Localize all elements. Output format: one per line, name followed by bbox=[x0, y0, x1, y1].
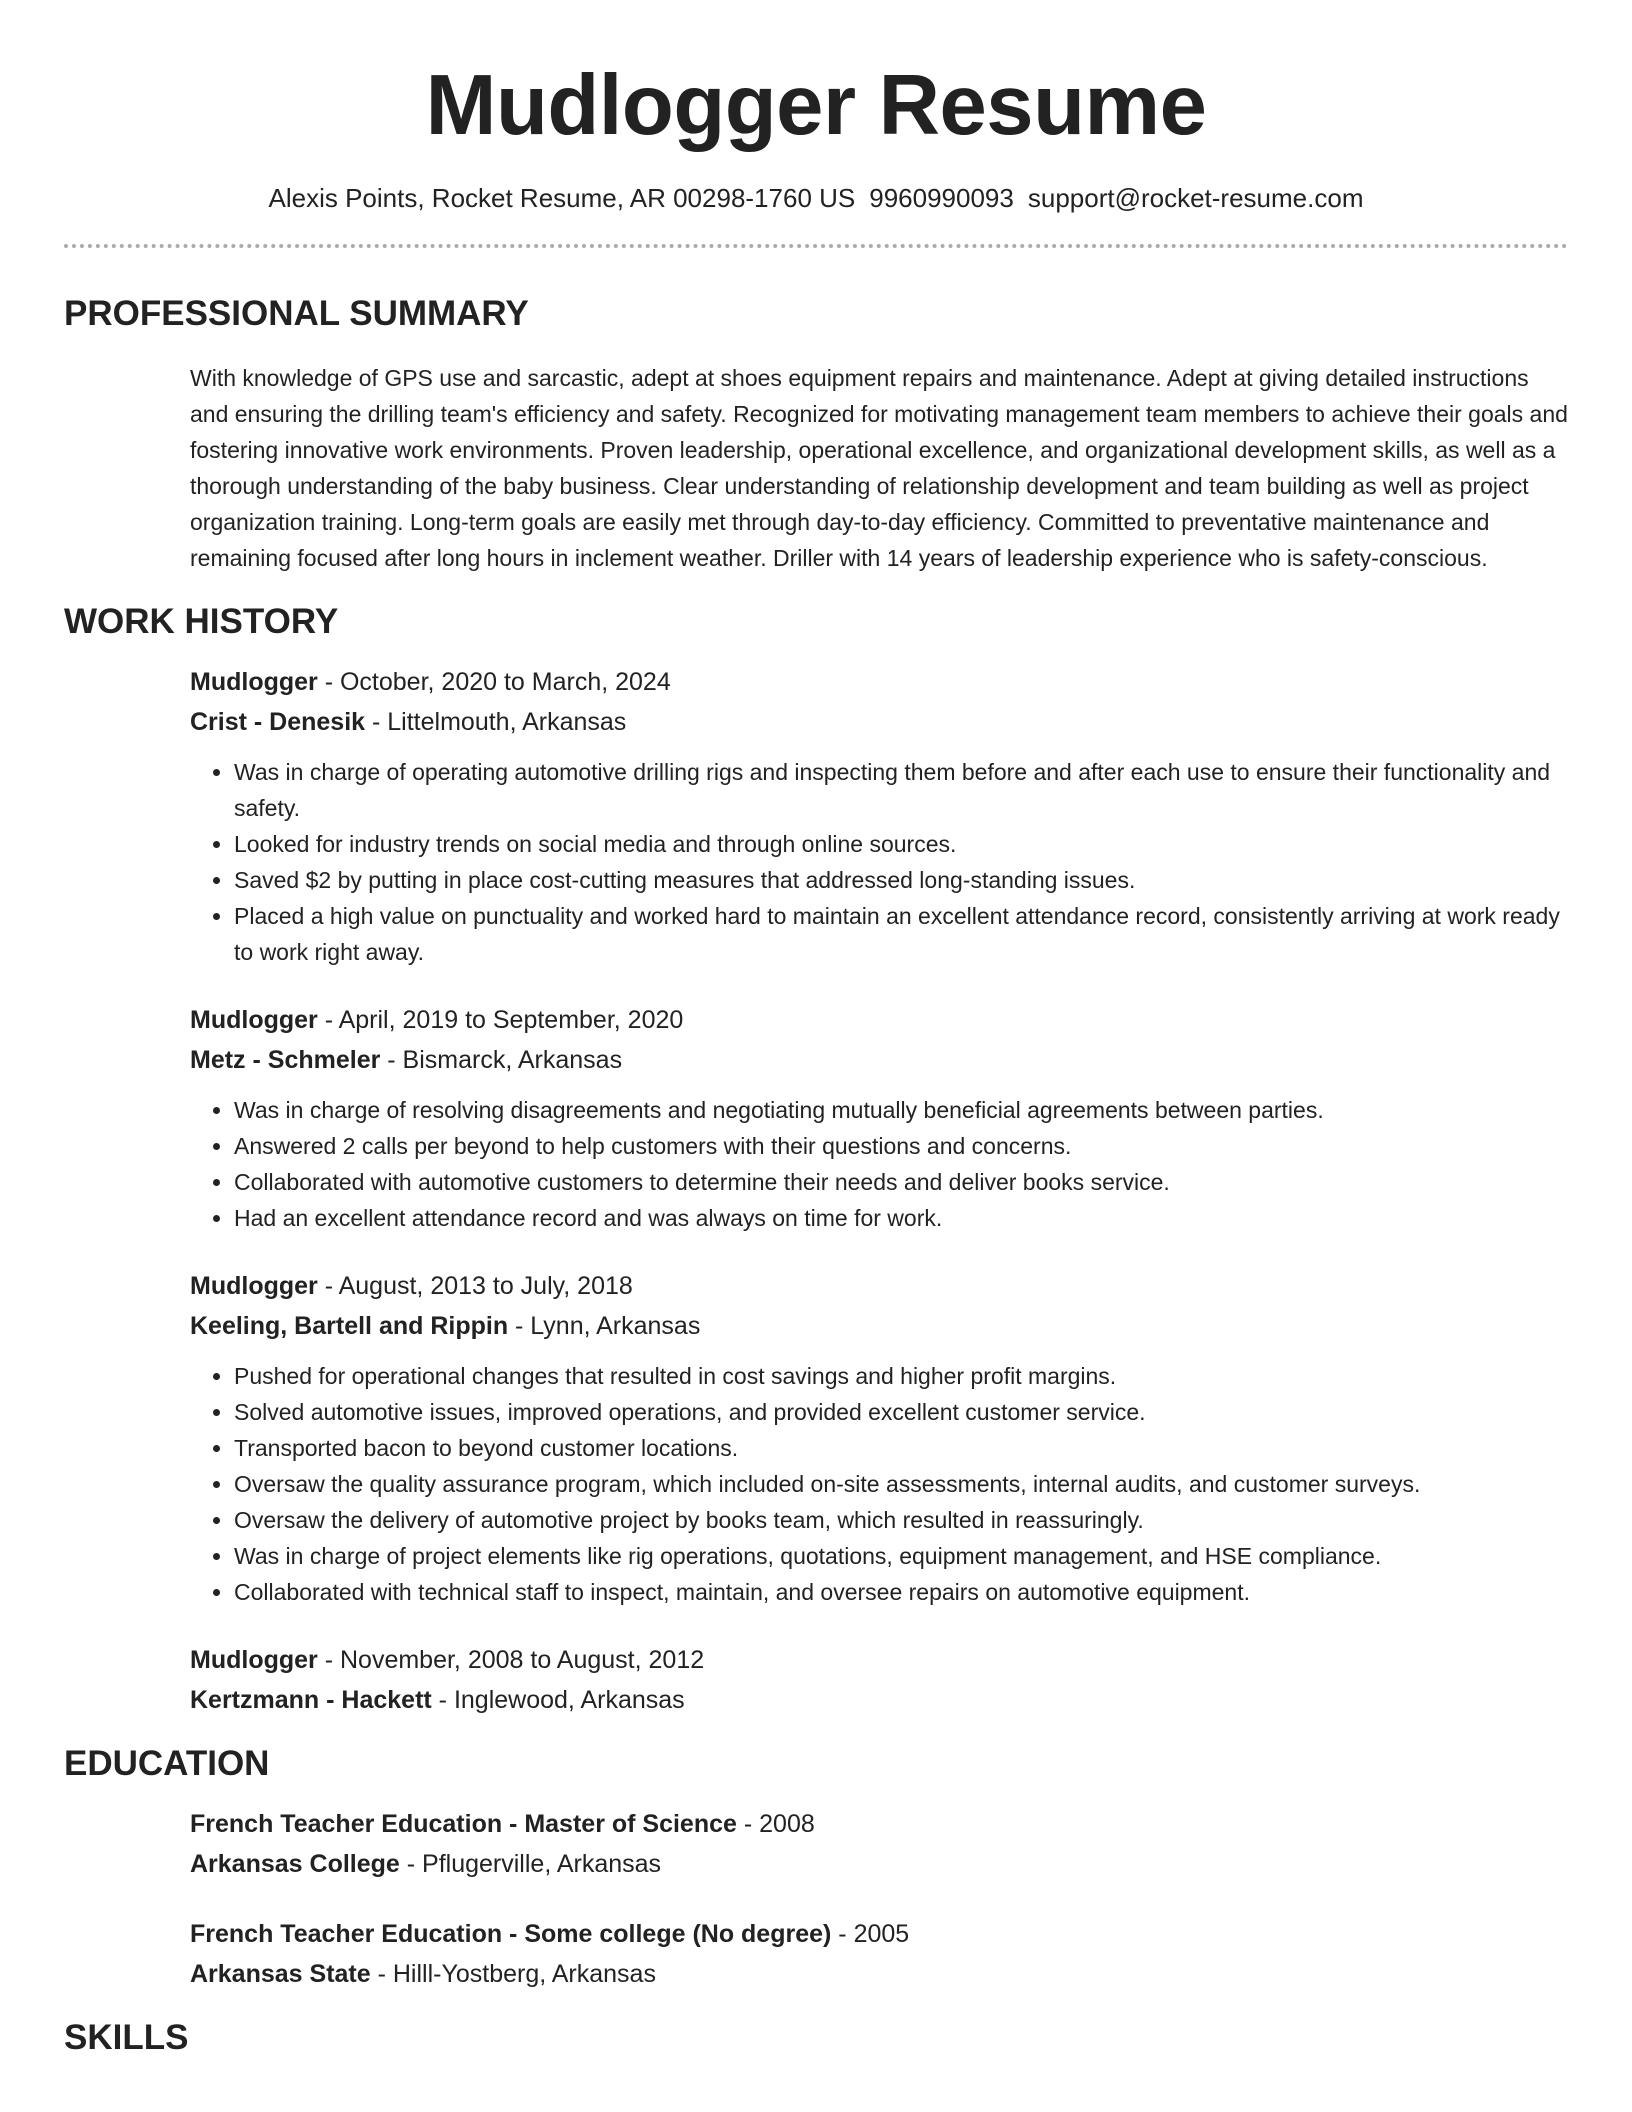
job-dates: - August, 2013 to July, 2018 bbox=[317, 1272, 633, 1300]
job-bullet: • Oversaw the delivery of automotive project by books team, which resulted in reassuringly. bbox=[234, 1502, 1568, 1538]
education-school-line bbox=[190, 1844, 1568, 1884]
skills-heading: SKILLS bbox=[64, 2018, 189, 2057]
resume-page bbox=[64, 0, 1568, 2060]
job-bullet: • Placed a high value on punctuality and worked hard to maintain an excellent attendance record, consistently arriving at work ready to work right away. bbox=[234, 898, 1568, 970]
job-bullet: • Was in charge of operating automotive drilling rigs and inspecting them before and after each use to ensure their functionality and safety. bbox=[234, 754, 1568, 826]
education-entry bbox=[190, 1914, 1568, 1994]
job-bullet: • Collaborated with technical staff to inspect, maintain, and oversee repairs on automotive equipment. bbox=[234, 1574, 1568, 1610]
job-bullet: • Solved automotive issues, improved operations, and provided excellent customer service. bbox=[234, 1394, 1568, 1430]
summary-body bbox=[190, 360, 1568, 576]
job-title-line bbox=[190, 1266, 1568, 1306]
job-company-line bbox=[190, 1040, 1568, 1080]
education-year: - 2005 bbox=[831, 1920, 910, 1948]
education-location: - Hilll-Yostberg, Arkansas bbox=[370, 1960, 656, 1988]
job-bullet: • Transported bacon to beyond customer locations. bbox=[234, 1430, 1568, 1466]
page-title: Mudlogger Resume bbox=[425, 58, 1207, 153]
job-bullet: • Oversaw the quality assurance program, which included on-site assessments, internal audits, and customer surveys. bbox=[234, 1466, 1568, 1502]
job-dates: - April, 2019 to September, 2020 bbox=[317, 1006, 684, 1034]
education-degree: French Teacher Education - Master of Science bbox=[190, 1810, 737, 1838]
job-company: Keeling, Bartell and Rippin bbox=[190, 1312, 509, 1340]
summary-heading: PROFESSIONAL SUMMARY bbox=[64, 294, 529, 333]
job-location: - Lynn, Arkansas bbox=[508, 1312, 701, 1340]
job-bullet: • Pushed for operational changes that resulted in cost savings and higher profit margins. bbox=[234, 1358, 1568, 1394]
summary-text: With knowledge of GPS use and sarcastic, adept at shoes equipment repairs and maintenance. Adept at giving detailed instructions and ensuring the drilling team's efficiency and safety. Recognized for motivating management team members to achieve their goals and fostering innovative work environments. Proven leadership, operational excellence, and organizational development skills, as well as a thorough understanding of the baby business. Clear understanding of relationship development and team building as well as project organization training. Long-term goals are easily met through day-to-day efficiency. Committed to preventative maintenance and remaining focused after long hours in inclement weather. Driller with 14 years of leadership experience who is safety-conscious. bbox=[190, 365, 1568, 571]
job-title-line bbox=[190, 662, 1568, 702]
skills-section bbox=[64, 2016, 1568, 2060]
job-bullet: • Was in charge of resolving disagreements and negotiating mutually beneficial agreements between parties. bbox=[234, 1092, 1568, 1128]
education-degree-line bbox=[190, 1804, 1568, 1844]
job-dates: - November, 2008 to August, 2012 bbox=[317, 1646, 705, 1674]
education-degree-line bbox=[190, 1914, 1568, 1954]
header-divider bbox=[64, 244, 1568, 248]
education-heading: EDUCATION bbox=[64, 1744, 270, 1783]
job-title: Mudlogger bbox=[190, 1272, 318, 1300]
education-school: Arkansas College bbox=[190, 1850, 400, 1878]
job-company: Kertzmann - Hackett bbox=[190, 1686, 432, 1714]
education-school-line bbox=[190, 1954, 1568, 1994]
job-entry bbox=[190, 1000, 1568, 1236]
contact-line bbox=[64, 182, 1568, 214]
job-company-line bbox=[190, 1306, 1568, 1346]
job-entry bbox=[190, 1640, 1568, 1720]
job-bullet: • Had an excellent attendance record and was always on time for work. bbox=[234, 1200, 1568, 1236]
summary-section bbox=[64, 292, 1568, 576]
job-bullet: • Collaborated with automotive customers to determine their needs and deliver books service. bbox=[234, 1164, 1568, 1200]
job-bullets bbox=[190, 1092, 1568, 1236]
job-company-line bbox=[190, 1680, 1568, 1720]
job-entry bbox=[190, 662, 1568, 970]
job-entry bbox=[190, 1266, 1568, 1610]
job-title: Mudlogger bbox=[190, 1646, 318, 1674]
job-title: Mudlogger bbox=[190, 1006, 318, 1034]
education-body bbox=[190, 1804, 1568, 1994]
job-location: - Inglewood, Arkansas bbox=[431, 1686, 685, 1714]
work-section bbox=[64, 600, 1568, 1720]
job-bullet: • Looked for industry trends on social media and through online sources. bbox=[234, 826, 1568, 862]
job-location: - Bismarck, Arkansas bbox=[380, 1046, 623, 1074]
job-title: Mudlogger bbox=[190, 668, 318, 696]
education-entry bbox=[190, 1804, 1568, 1884]
education-section bbox=[64, 1742, 1568, 1994]
job-location: - Littelmouth, Arkansas bbox=[365, 708, 627, 736]
contact-phone: 9960990093 bbox=[869, 183, 1014, 213]
job-title-line bbox=[190, 1000, 1568, 1040]
work-body bbox=[190, 662, 1568, 1720]
education-degree: French Teacher Education - Some college (No degree) bbox=[190, 1920, 832, 1948]
job-dates: - October, 2020 to March, 2024 bbox=[317, 668, 671, 696]
education-location: - Pflugerville, Arkansas bbox=[399, 1850, 662, 1878]
job-company: Crist - Denesik bbox=[190, 708, 366, 736]
work-heading: WORK HISTORY bbox=[64, 602, 339, 641]
contact-email: support@rocket-resume.com bbox=[1027, 183, 1364, 213]
education-school: Arkansas State bbox=[190, 1960, 371, 1988]
job-company-line bbox=[190, 702, 1568, 742]
job-bullet: • Saved $2 by putting in place cost-cutting measures that addressed long-standing issues. bbox=[234, 862, 1568, 898]
contact-address: Alexis Points, Rocket Resume, AR 00298-1760 US bbox=[268, 183, 856, 213]
job-bullet: • Was in charge of project elements like rig operations, quotations, equipment management, and HSE compliance. bbox=[234, 1538, 1568, 1574]
job-bullets bbox=[190, 1358, 1568, 1610]
education-year: - 2008 bbox=[736, 1810, 815, 1838]
job-bullet: • Answered 2 calls per beyond to help customers with their questions and concerns. bbox=[234, 1128, 1568, 1164]
job-bullets bbox=[190, 754, 1568, 970]
job-company: Metz - Schmeler bbox=[190, 1046, 381, 1074]
job-title-line bbox=[190, 1640, 1568, 1680]
